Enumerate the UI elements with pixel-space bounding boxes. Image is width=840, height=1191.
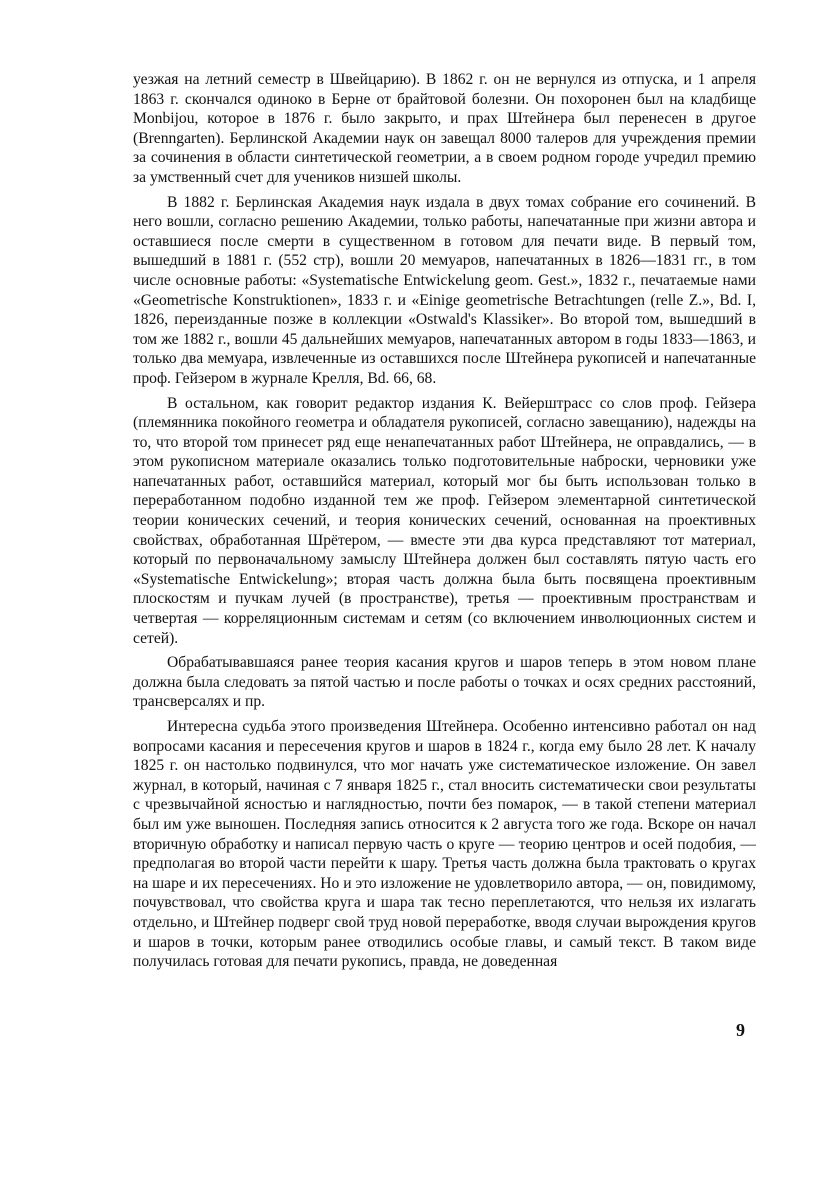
paragraph-editor-note: В остальном, как говорит редактор издания К. Вейерштрасс со слов проф. Гейзера (племянника покойного геометра и обладателя рукописей, согласно завещанию), надежды на то, что второй том принесет ряд еще ненапечатанных работ Штейнера, не оправдались, — в этом рукописном материале оказались только подготовительные наброски, черновики уже напечатанных работ, оставшийся материал, который мог бы быть использован только в переработанном подобно изданной тем же проф. Гейзером элементарной синтетической теории конических сечений, и теория конических сечений, основанная на проективных свойствах, обработанная Шрётером, — вместе эти два курса представляют тот материал, который по первоначальному замыслу Штейнера должен был составлять пятую часть его «Systematische Entwickelung»; вторая часть должна была быть посвящена проективным плоскостям и пучкам лучей (в пространстве), третья — проективным пространствам и четвертая — корреляционным системам и сетям (со включением инволюционных систем и сетей).	[133, 394, 756, 647]
paragraph-continuation: уезжая на летний семестр в Швейцарию). В 1862 г. он не вернулся из отпуска, и 1 апреля 1863 г. скончался одиноко в Берне от брайтовой болезни. Он похоронен был на кладбище Monbijou, которое в 1876 г. было закрыто, и прах Штейнера был перенесен в другое (Brenngarten). Берлинской Академии наук он завещал 8000 талеров для учреждения премии за сочинения в области синтетической геометрии, а в своем родном городе учредил премию за умственный счет для учеников низшей школы.	[133, 71, 756, 186]
paragraph-tangency-theory: Обрабатывавшаяся ранее теория касания кругов и шаров теперь в этом новом плане должна была следовать за пятой частью и после работы о точках и осях средних расстояний, трансверсалях и пр.	[133, 654, 756, 711]
paragraph-collected-works: В 1882 г. Берлинская Академия наук издала в двух томах собрание его сочинений. В него вошли, согласно решению Академии, только работы, напечатанные при жизни автора и оставшиеся после смерти в существенном в готовом для печати виде. В первый том, вышедший в 1881 г. (552 стр), вошли 20 мемуаров, напечатанных в 1826—1831 гг., в том числе основные работы: «Systematische Entwickelung geom. Gest.», 1832 г., печатаемые нами «Geometrische Konstruktionen», 1833 г. и «Einige geometrische Betrachtungen (relle Z.», Bd. I, 1826, переизданные позже в коллекции «Ostwald's Klassiker». Во второй том, вышедший в том же 1882 г., вошли 45 дальнейших мемуаров, напечатанных автором в годы 1833—1863, и только два мемуара, извлеченные из оставшихся после Штейнера рукописей и напечатанные проф. Гейзером в журнале Крелля, Bd. 66, 68.	[133, 193, 756, 387]
paragraph-work-history: Интересна судьба этого произведения Штейнера. Особенно интенсивно работал он над вопросами касания и пересечения кругов и шаров в 1824 г., когда ему было 28 лет. К началу 1825 г. он настолько подвинулся, что мог начать уже систематическое изложение. Он завел журнал, в который, начиная с 7 января 1825 г., стал вносить систематически свои результаты с чрезвычайной ясностью и наглядностью, почти без помарок, — в такой степени материал был им уже выношен. Последняя запись относится к 2 августа того же года. Вскоре он начал вторичную обработку и написал первую часть о круге — теорию центров и осей подобия, — предполагая во второй части перейти к шару. Третья часть должна была трактовать о кругах на шаре и их пересечениях. Но и это изложение не удовлетворило автора, — он, повидимому, почувствовал, что свойства круга и шара так тесно переплетаются, что нельзя их излагать отдельно, и Штейнер подверг свой труд новой переработке, вводя случаи вырождения кругов и шаров в точки, которым ранее отводились особые главы, и самый текст. В таком виде получилась готовая для печати рукопись, правда, не доведенная	[133, 718, 756, 971]
body-text	[133, 70, 756, 977]
page-number: 9	[736, 1020, 745, 1040]
